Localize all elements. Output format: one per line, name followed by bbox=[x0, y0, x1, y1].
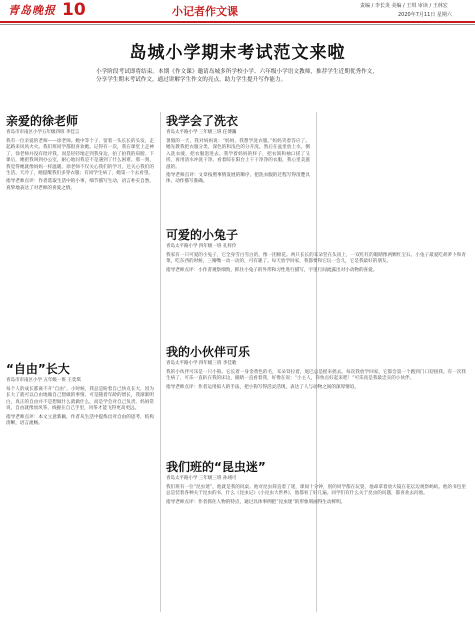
teacher-comment: 指导老师点评：本文立意新颖，作者从生活中提炼出对自由的思考，结构清晰，语言流畅。 bbox=[6, 414, 154, 427]
article-body: 我有一位亲爱的老师——徐老师。她中等个子，留着一头长长的头发，走起路来风风火火。我们班同学都很喜欢她。记得有一次，我在课堂上走神了，徐老师并没有批评我，而是轻轻地走到我身边，拍了拍我的肩膀。下课后，她把我叫到办公室，耐心地问我是不是遇到了什么困难。那一刻，我觉得她就像妈妈一样温暖。徐老师不仅关心我们的学习，还关心我们的生活。天冷了，她提醒我们多穿衣服；有同学生病了，她第一个去看望。 bbox=[6, 139, 154, 177]
article-card bbox=[166, 345, 466, 391]
page-headline: 岛城小学期末考试范文来啦 bbox=[129, 43, 346, 63]
masthead bbox=[0, 0, 475, 22]
publish-date: 2020年7月11日 星期六 bbox=[398, 12, 452, 18]
article-byline: 青岛太平路小学 四年级一班 孔梓伶 bbox=[166, 244, 237, 249]
page-number: 10 bbox=[62, 0, 86, 20]
teacher-comment: 指导老师点评：作者选取生活中的小事，细节描写生动，语言朴实自然，真挚地表达了对老师的喜爱之情。 bbox=[6, 179, 154, 191]
article-card bbox=[6, 362, 154, 427]
article-body: 每个人的成长都离不开“自由”。小时候，我总是盼着自己快点长大，因为长大了就可以自由地做自己想做的事情。可是随着年龄的增长，我渐渐明白，真正的自由并不是想做什么就做什么，而是学会对自己负责。妈妈常说，自由就像放风筝，线握在自己手里，风筝才能飞得更高更远。 bbox=[6, 387, 154, 412]
article-body: 暑假的一天，我对妈妈说：“妈妈，我想学洗衣服。”妈妈笑着答应了。她先教我把衣服分类，深色的和浅色的分开洗。然后在盆里放上水，倒入洗衣液，把衣服泡进去。我学着妈妈的样子，把衣领和袖口搓了又搓，再用清水冲洗干净。看着晾在阳台上干干净净的衣服，我心里美滋滋的。 bbox=[166, 139, 310, 170]
article-card bbox=[166, 228, 466, 274]
article-card bbox=[166, 114, 310, 186]
article-card bbox=[6, 114, 154, 192]
article-title: 我们班的“昆虫迷” bbox=[166, 460, 266, 474]
header-rule-gray bbox=[0, 24, 475, 25]
teacher-comment: 指导老师点评：作者抓住人物的特点，通过具体事例把“昆虫迷”的形象刻画得生动鲜明。 bbox=[166, 499, 346, 505]
article-title: 亲爱的徐老师 bbox=[6, 114, 79, 128]
header-rule-red bbox=[0, 21, 475, 23]
article-body: 我家有一只可爱的小兔子，它全身雪白雪白的，像一团棉花。两只长长的耳朵竖在头顶上，一双红红的眼睛像两颗红宝石。小兔子最爱吃胡萝卜和青菜，吃东西的时候，三瓣嘴一动一动的，可有趣了。每天放学回家，我都要和它玩一会儿，它是我最好的朋友。 bbox=[166, 253, 466, 265]
article-title: “自由”长大 bbox=[6, 362, 70, 376]
article-byline: 青岛太平路小学 四年级三班 李佳歌 bbox=[166, 361, 237, 366]
article-title: 我学会了洗衣 bbox=[166, 114, 239, 128]
teacher-comment: 指导老师点评：小作者观察细致，抓住小兔子的外形和习性进行描写，字里行间流露出对小动物的喜爱。 bbox=[166, 267, 378, 273]
article-body: 我们班有一位“昆虫迷”，他就是我的同桌。他对昆虫简直着了迷，课间十分钟，别的同学都在玩耍，他却拿着放大镜在花坛边观察蚂蚁。他的书包里总是装着各种关于昆虫的书，什么《昆虫记》《小昆虫大世界》，他都看了好几遍。同学们有什么关于昆虫的问题，都喜欢去问他。 bbox=[166, 485, 466, 497]
article-byline: 青岛市市南区小学五年级四班 李佳言 bbox=[6, 130, 80, 135]
article-byline: 青岛市市南区小学 五年级一班 王奕琪 bbox=[6, 378, 81, 383]
intro-paragraph: 小学阶段考试即将结束。本期《作文课》邀请岛城多所学校小学、六年级小学语文教师，推荐学生近期优秀作文，分享学生期末考试作文，通过讲解学生作文的亮点，助力学生提升写作能力。 bbox=[96, 69, 378, 84]
article-title: 我的小伙伴可乐 bbox=[166, 345, 251, 359]
teacher-comment: 指导老师点评：文章按照事情发展的顺序，把洗衣服的过程写得清楚具体，动作描写准确。 bbox=[166, 173, 310, 185]
editor-credits: 责编 / 李长炎 美编 / 王琪 审读 / 王林宏 bbox=[360, 3, 448, 9]
newspaper-logo: 青岛晚报 bbox=[8, 4, 56, 17]
section-title: 小记者作文课 bbox=[172, 5, 238, 18]
article-byline: 青岛太平路小学 三年级三班 任博瀚 bbox=[166, 130, 237, 135]
article-body: 我的小伙伴可乐是一只小狗。它长着一身金黄色的毛，耳朵耷拉着，尾巴总是摇来摇去。每次我放学回家，它都会第一个跑到门口迎接我。有一次我生病了，可乐一直趴在我的床边，眼睛一直看着我，好像在说：“小主人，你快点好起来吧！”可乐真是我最忠实的小伙伴。 bbox=[166, 370, 466, 382]
article-card bbox=[166, 460, 466, 506]
article-byline: 青岛太平路小学 三年级三班 孙翊可 bbox=[166, 476, 237, 481]
article-title: 可爱的小兔子 bbox=[166, 228, 239, 242]
column-divider bbox=[160, 112, 161, 612]
teacher-comment: 指导老师点评：作者运用拟人的手法，把小狗写得活灵活现，表达了人与动物之间的深厚情谊。 bbox=[166, 384, 359, 390]
